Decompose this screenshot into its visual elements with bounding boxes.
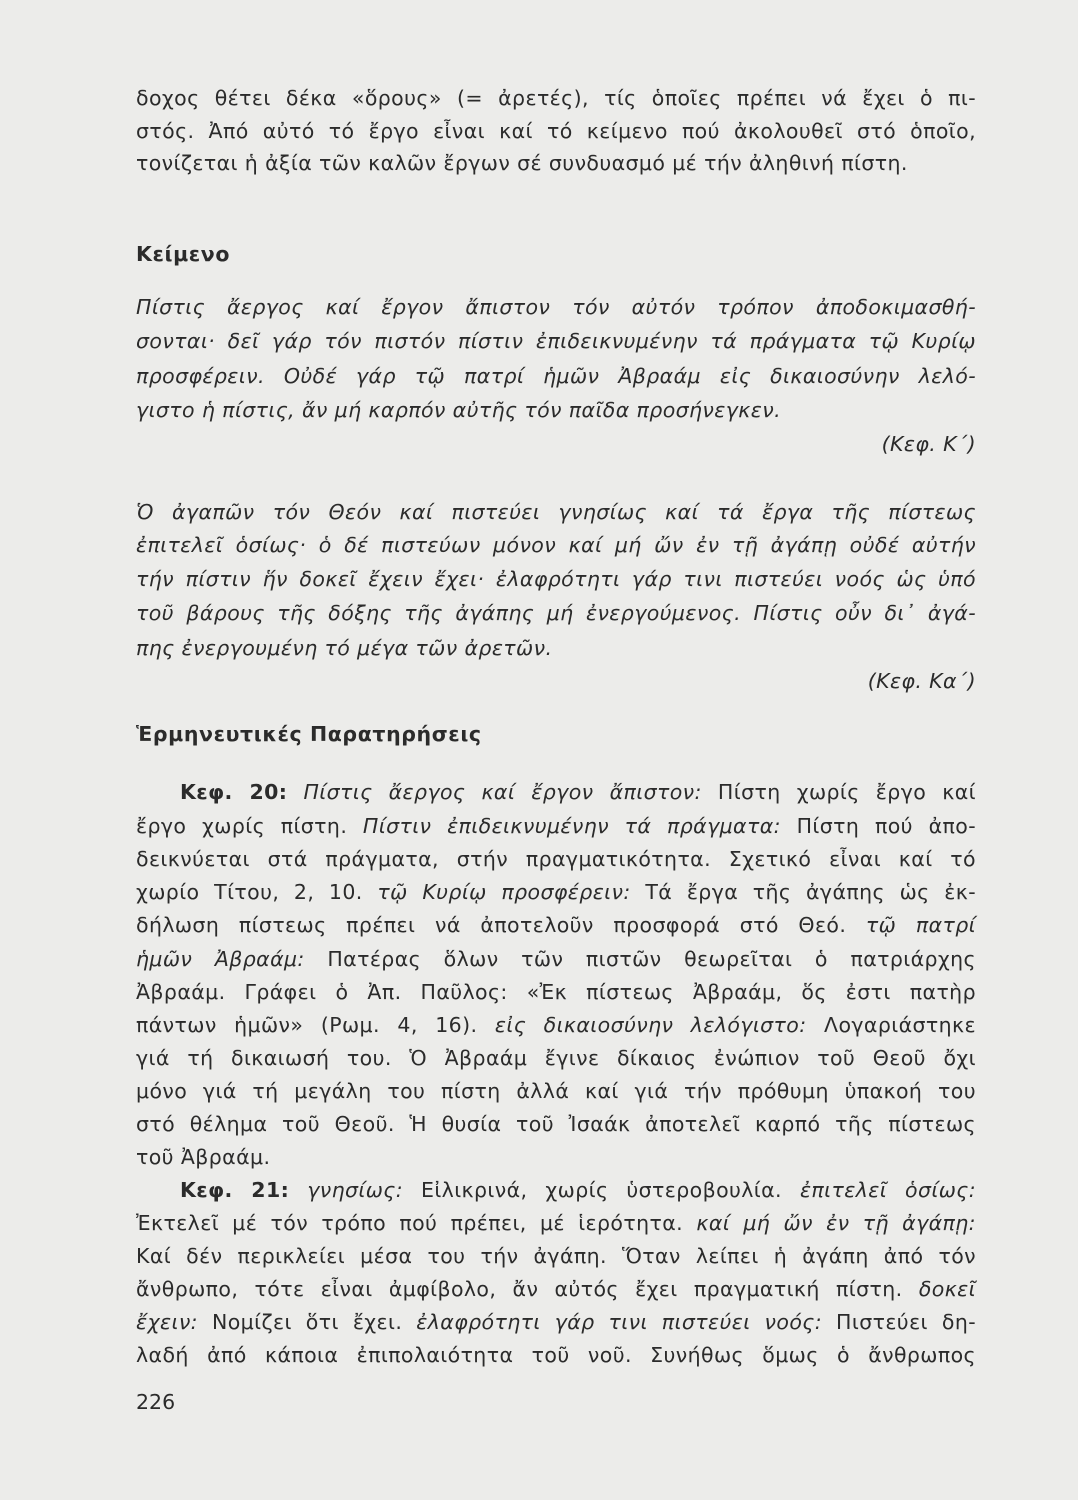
source-text-line: Πίστις ἄεργος καί ἔργον ἄπιστον τόν αὐτόν τρόπον ἀποδοκιμασθή-	[136, 295, 976, 319]
source-text-line: σονται· δεῖ γάρ τόν πιστόν πίστιν ἐπιδεικνυμένην τά πράγματα τῷ Κυρίῳ	[136, 329, 976, 353]
note-line: μόνο γιά τή μεγάλη του πίστη ἀλλά καί γιά τήν πρόθυμη ὑπακοή του	[136, 1079, 976, 1103]
note-line: δήλωση πίστεως πρέπει νά ἀποτελοῦν προσφορά στό Θεό. τῷ πατρί	[136, 913, 977, 937]
section-heading-text: Κείμενο	[136, 242, 231, 266]
note-line: Ἀβραάμ. Γράφει ὁ Ἀπ. Παῦλος: «Ἐκ πίστεως Ἀβραάμ, ὅς ἐστι πατὴρ	[136, 980, 976, 1004]
note-line: Ἐκτελεῖ μέ τόν τρόπο πού πρέπει, μέ ἱερότητα. καί μή ὤν ἐν τῇ ἀγάπῃ:	[136, 1211, 976, 1235]
source-text-line: Ὁ ἀγαπῶν τόν Θεόν καί πιστεύει γνησίως καί τά ἔργα τῆς πίστεως	[136, 500, 976, 524]
note-line: ἡμῶν Ἀβραάμ: Πατέρας ὅλων τῶν πιστῶν θεωρεῖται ὁ πατριάρχης	[136, 947, 976, 971]
note-line: Καί δέν περικλείει μέσα του τήν ἀγάπη. Ὅταν λείπει ἡ ἀγάπη ἀπό τόν	[136, 1244, 976, 1268]
source-text-line: τήν πίστιν ἥν δοκεῖ ἔχειν ἔχει· ἐλαφρότητι γάρ τινι πιστεύει νοός ὡς ὑπό	[136, 567, 976, 591]
page-number: 226	[136, 1390, 176, 1414]
note-line: Κεφ. 20: Πίστις ἄεργος καί ἔργον ἄπιστον: Πίστη χωρίς ἔργο καί	[180, 780, 976, 804]
intro-line: τονίζεται ἡ ἀξία τῶν καλῶν ἔργων σέ συνδυασμό μέ τήν ἀληθινή πίστη.	[136, 151, 908, 175]
source-text-line: γιστο ἡ πίστις, ἄν μή καρπόν αὐτῆς τόν παῖδα προσήνεγκεν.	[136, 398, 782, 422]
note-line: Κεφ. 21: γνησίως: Εἰλικρινά, χωρίς ὑστεροβουλία. ἐπιτελεῖ ὁσίως:	[180, 1178, 977, 1202]
note-line: γιά τή δικαιωσή του. Ὁ Ἀβραάμ ἔγινε δίκαιος ἐνώπιον τοῦ Θεοῦ ὄχι	[136, 1046, 976, 1070]
note-line: ἄνθρωπο, τότε εἶναι ἀμφίβολο, ἄν αὐτός ἔχει πραγματική πίστη. δοκεῖ	[136, 1277, 976, 1301]
source-text-line: ἐπιτελεῖ ὁσίως· ὁ δέ πιστεύων μόνον καί μή ὤν ἐν τῇ ἀγάπῃ οὐδέ αὐτήν	[136, 533, 976, 557]
note-line: στό θέλημα τοῦ Θεοῦ. Ἡ θυσία τοῦ Ἰσαάκ ἀποτελεῖ καρπό τῆς πίστεως	[136, 1112, 976, 1136]
section-heading-notes: Ἑρμηνευτικές Παρατηρήσεις	[136, 722, 482, 746]
note-line: τοῦ Ἀβραάμ.	[136, 1145, 271, 1169]
source-text-line: τοῦ βάρους τῆς δόξης τῆς ἀγάπης μή ἐνεργούμενος. Πίστις οὖν δι᾽ ἀγά-	[136, 601, 976, 625]
intro-line: στός. Ἀπό αὐτό τό ἔργο εἶναι καί τό κείμενο πού ἀκολουθεῖ στό ὁποῖο,	[136, 119, 976, 143]
source-text-line: προσφέρειν. Οὐδέ γάρ τῷ πατρί ἡμῶν Ἀβραάμ εἰς δικαιοσύνην λελό-	[136, 364, 976, 388]
note-line: πάντων ἡμῶν» (Ρωμ. 4, 16). εἰς δικαιοσύνην λελόγιστο: Λογαριάστηκε	[136, 1013, 977, 1037]
note-line: ἔχειν: Νομίζει ὅτι ἔχει. ἐλαφρότητι γάρ τινι πιστεύει νοός: Πιστεύει δη-	[136, 1310, 977, 1334]
note-line: δεικνύεται στά πράγματα, στήν πραγματικότητα. Σχετικό εἶναι καί τό	[136, 847, 976, 871]
chapter-reference: (Κεφ. Κ΄)	[881, 432, 976, 456]
source-text-line: πης ἐνεργουμένη τό μέγα τῶν ἀρετῶν.	[136, 636, 553, 660]
intro-line: δοχος θέτει δέκα «ὅρους» (= ἀρετές), τίς ὁποῖες πρέπει νά ἔχει ὁ πι-	[136, 86, 976, 110]
note-line: χωρίο Τίτου, 2, 10. τῷ Κυρίῳ προσφέρειν: Τά ἔργα τῆς ἀγάπης ὡς ἐκ-	[136, 880, 976, 904]
note-line: λαδή ἀπό κάποια ἐπιπολαιότητα τοῦ νοῦ. Συνήθως ὅμως ὁ ἄνθρωπος	[136, 1343, 976, 1367]
chapter-reference: (Κεφ. Κα΄)	[867, 669, 976, 693]
chapter-label: Κεφ. 20:	[180, 780, 288, 804]
chapter-label: Κεφ. 21:	[180, 1178, 290, 1202]
note-line: ἔργο χωρίς πίστη. Πίστιν ἐπιδεικνυμένην τά πράγματα: Πίστη πού ἀπο-	[136, 814, 976, 838]
